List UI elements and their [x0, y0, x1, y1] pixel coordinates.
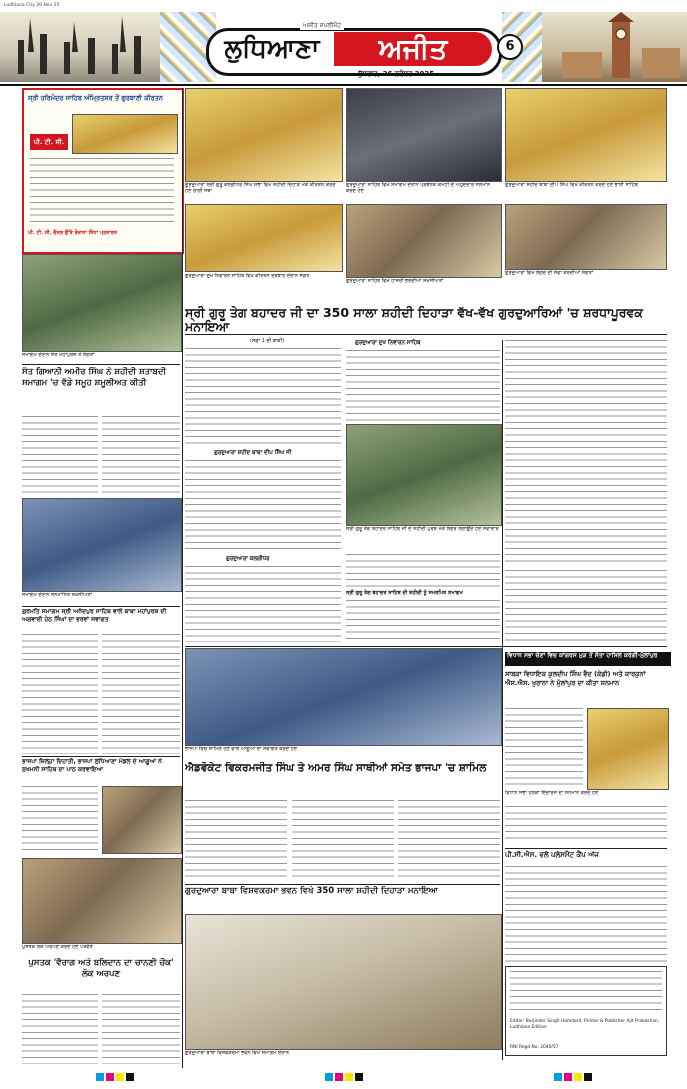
page-number: 6	[497, 34, 523, 60]
ptc-advertisement[interactable]	[22, 88, 184, 254]
advocate-headline: ਐਡਵੋਕੇਟ ਵਿਕਰਮਜੀਤ ਸਿੰਘ ਤੇ ਅਮਰ ਸਿੰਘ ਸਾਥੀਆਂ ਸਮੇਤ ਭਾਜਪਾ 'ਚ ਸ਼ਾਮਿਲ	[185, 762, 487, 774]
caption-6: ਗੁਰਦੁਆਰਾ ਵਿਖੇ ਲੰਗਰ ਦੀ ਸੇਵਾ ਕਰਦੀਆਂ ਸੰਗਤਾਂ	[505, 270, 594, 276]
caption-11: ਵਿਧਾਨ ਸਭਾ ਹਲਕਾ ਇੰਚਾਰਜ ਦਾ ਸਨਮਾਨ ਕਰਦੇ ਹੋਏ	[505, 790, 599, 796]
ad-title: ਸ੍ਰੀ ਹਰਿਮੰਦਰ ਸਾਹਿਬ ਅੰਮ੍ਰਿਤਸਰ ਤੋਂ ਗੁਰਬਾਣੀ ਕੀਰਤਨ	[28, 94, 163, 102]
lead-dateline: (ਸਫ਼ਾ 1 ਦੀ ਬਾਕੀ)	[250, 338, 285, 344]
pcs-headline: ਪੀ.ਸੀ.ਐਸ. ਵਲੋਂ ਪਲੇਸਮੈਂਟ ਕੈਂਪ ਅੱਜ	[505, 851, 599, 859]
lead-col-3	[505, 340, 667, 565]
caption-9: ਸਮਾਗਮ ਦੌਰਾਨ ਸਨਮਾਨਿਤ ਸ਼ਖ਼ਸੀਅਤਾਂ	[22, 592, 92, 598]
imprint-notice	[510, 971, 662, 1015]
subhead-4: ਸ੍ਰੀ ਗੁਰੂ ਤੇਗ ਬਹਾਦਰ ਸਾਹਿਬ ਦੀ ਸ਼ਹੀਦੀ ਨੂੰ ਸਮਰਪਿਤ ਸਮਾਗਮ	[346, 590, 463, 596]
photo-gathering	[505, 204, 667, 270]
ad-body-text	[30, 158, 174, 224]
masthead-name: ਅਜੀਤ	[334, 32, 492, 66]
caption-5: ਗੁਰਦੁਆਰਾ ਸਾਹਿਬ ਵਿਖੇ ਹਾਜ਼ਰੀ ਭਰਦੀਆਂ ਸ਼ਖ਼ਸੀਅਤਾਂ	[346, 278, 444, 284]
vishwakarma-headline: ਗੁਰਦੁਆਰਾ ਬਾਬਾ ਵਿਸ਼ਵਕਰਮਾ ਭਵਨ ਵਿਖੇ 350 ਸਾਲਾ ਸ਼ਹੀਦੀ ਦਿਹਾੜਾ ਮਨਾਇਆ	[185, 886, 438, 896]
lead-col-2	[346, 350, 500, 422]
caption-7: ਸਮਾਗਮ ਦੌਰਾਨ ਸੰਤ ਮਹਾਂਪੁਰਸ਼ ਤੇ ਸੰਗਤਾਂ	[22, 352, 95, 358]
masthead-right-image	[542, 12, 687, 82]
photo-sant-honour	[22, 498, 182, 592]
subhead-1: ਗੁਰਦੁਆਰਾ ਦੁਖ ਨਿਵਾਰਨ ਸਾਹਿਬ	[355, 340, 421, 346]
sant-headline: ਸੰਤ ਗਿਆਨੀ ਅਮੀਰ ਸਿੰਘ ਨੇ ਸ਼ਹੀਦੀ ਸ਼ਤਾਬਦੀ ਸਮਾਗਮ 'ਚ ਵੱਡੇ ਸਮੂਹ ਸ਼ਮੂਲੀਅਤ ਕੀਤੀ	[22, 367, 167, 388]
col-rule-2	[502, 340, 503, 1060]
ad-footer: ਪੀ. ਟੀ. ਸੀ. ਚੈਨਲ ਉੱਤੇ ਰੋਜ਼ਾਨਾ ਸਿੱਧਾ ਪ੍ਰਸਾਰਨ	[28, 230, 118, 236]
pustak-col-2	[102, 994, 180, 1064]
subhead-2: ਗੁਰਦੁਆਰਾ ਸ਼ਹੀਦ ਬਾਬਾ ਦੀਪ ਸਿੰਘ ਜੀ	[214, 450, 292, 456]
caption-3: ਗੁਰਦੁਆਰਾ ਸ਼ਹੀਦ ਬਾਬਾ ਦੀਪ ਸਿੰਘ ਵਿਖੇ ਕੀਰਤਨ ਕਰਦੇ ਹੋਏ ਭਾਈ ਸਾਹਿਬ	[505, 182, 638, 188]
caption-2: ਗੁਰਦੁਆਰਾ ਸਾਹਿਬ ਵਿਖੇ ਸਮਾਗਮ ਦੌਰਾਨ ਪ੍ਰਬੰਧਕ ਕਮੇਟੀ ਦੇ ਅਹੁਦੇਦਾਰ ਸਨਮਾਨ ਕਰਦੇ ਹੋਏ	[346, 182, 490, 194]
advocate-col-1	[185, 800, 287, 880]
sant-col-1	[22, 416, 98, 494]
vidhan-kicker: ਵਿਧਾਨ ਸਭਾ ਚੋਣਾਂ ਵਿਚ ਕਾਂਗਰਸ ਮੁੜ ਤੋਂ ਸੱਤਾ ਹਾਸਿਲ ਕਰੇਗੀ-ਮੁੱਲਾਂਪੁਰ	[505, 652, 671, 666]
pustak-headline: ਪੁਸਤਕ 'ਵੈਰਾਗ ਅਤੇ ਬਲਿਦਾਨ ਦਾ ਚਾਨਣੀ ਚੌਕ' ਲੋਕ ਅਰਪਣ	[28, 958, 174, 979]
caption-8: ਸ੍ਰੀ ਗੁਰੂ ਤੇਗ ਬਹਾਦਰ ਸਾਹਿਬ ਜੀ ਦੇ ਸ਼ਹੀਦੀ ਪੁਰਬ ਮੌਕੇ ਲੰਗਰ ਲਗਾਉਂਦੇ ਹੋਏ ਸੇਵਾਦਾਰ	[346, 526, 499, 532]
print-slug: Ludhiana City 26 Nov 25	[4, 3, 60, 8]
lead-col-1	[185, 348, 341, 448]
imprint-text: Editor: Barjinder Singh Hamdard, Printer & Publisher Ajit Prakashan, Ludhiana Edition	[510, 1019, 660, 1030]
photo-langar	[346, 424, 502, 526]
masthead-city: ਲੁਧਿਆਣਾ	[212, 32, 332, 66]
vidhan-col-1	[505, 708, 583, 788]
clock-tower-icon	[542, 12, 687, 82]
warriors-silhouette-icon	[0, 12, 160, 82]
vidhan-col-2	[505, 806, 667, 842]
bjp-col-1	[22, 786, 98, 852]
jawaddi-col-1	[22, 634, 98, 754]
advocate-col-2	[292, 800, 394, 880]
section-rule-6	[505, 848, 667, 849]
issue-date: ਬੁੱਧਵਾਰ, 26 ਨਵੰਬਰ 2025	[358, 70, 435, 78]
caption-1: ਗੁਰਦੁਆਰਾ ਸ੍ਰੀ ਗੁਰੂ ਕਲਗੀਧਰ ਸਿੰਘ ਸਭਾ ਵਿਖੇ ਸ਼ਹੀਦੀ ਦਿਹਾੜੇ ਮੌਕੇ ਕੀਰਤਨ ਕਰਦੇ ਹੋਏ ਰਾਗੀ ਜਥਾ	[185, 182, 336, 194]
section-rule-2	[22, 606, 180, 607]
section-rule-1	[22, 364, 180, 365]
col-rule-1	[182, 88, 183, 1068]
photo-bjp-joining	[185, 648, 502, 746]
section-rule-5	[185, 884, 500, 885]
mid-col-4	[505, 570, 667, 644]
advocate-col-3	[398, 800, 500, 880]
masthead-supplement: ਅਜੀਤ ਸਪਲੀਮੈਂਟ	[300, 22, 344, 30]
caption-10: ਭਾਜਪਾ ਵਿਚ ਸ਼ਾਮਿਲ ਹੋਣ ਵਾਲੇ ਆਗੂਆਂ ਦਾ ਸਵਾਗਤ ਕਰਦੇ ਹੋਏ	[185, 746, 298, 752]
mid-col-2	[346, 554, 500, 588]
lead-rule	[185, 334, 667, 335]
print-color-bar	[0, 1072, 687, 1082]
jawaddi-col-2	[102, 634, 180, 754]
lead-headline: ਸ੍ਰੀ ਗੁਰੂ ਤੇਗ ਬਹਾਦਰ ਜੀ ਦਾ 350 ਸਾਲਾ ਸ਼ਹੀਦੀ ਦਿਹਾੜਾ ਵੱਖ-ਵੱਖ ਗੁਰਦੁਆਰਿਆਂ 'ਚ ਸ਼ਰਧਾਪੂਰਵਕ ਮਨਾਇਆ	[185, 306, 643, 334]
imprint-regno: RNI Regd No. 2040/57	[510, 1045, 559, 1050]
jawaddi-headline: ਗੁਰਮਤਿ ਸਮਾਗਮ ਸ੍ਰੀ ਅਨੰਦਪੁਰ ਸਾਹਿਬ ਵਾਲੇ ਬਾਬਾ ਮਹਾਂਪੁਰਸ਼ ਦੀ ਅਗਵਾਈ ਹੇਠ ਸਿੰਘਾਂ ਦਾ ਭਰਵਾਂ ਸਵਾਗਤ	[22, 608, 167, 623]
masthead-left-image	[0, 12, 160, 82]
photo-kirtan-3	[185, 204, 343, 272]
photo-pustak	[22, 858, 182, 944]
photo-sant-sangat	[22, 254, 182, 352]
section-rule-3	[22, 756, 180, 757]
vidhan-headline: ਸਾਬਕਾ ਵਿਧਾਇਕ ਕੁਲਦੀਪ ਸਿੰਘ ਵੈਦ (ਕੇਡੀ) ਅਤੇ ਕਾਰਕੁਨਾਂ ਐਸ.ਐਸ. ਖੁਰਾਨਾ ਨੇ ਮੁੱਲਾਂਪੁਰ ਦਾ ਕੀਤਾ ਸਨਮਾਨ	[505, 670, 646, 687]
pcs-col	[505, 866, 667, 962]
photo-vishwakarma	[185, 914, 502, 1050]
caption-13: ਗੁਰਦੁਆਰਾ ਬਾਬਾ ਵਿਸ਼ਵਕਰਮਾ ਭਵਨ ਵਿਖੇ ਸਮਾਗਮ ਦੌਰਾਨ	[185, 1050, 289, 1056]
caption-4: ਗੁਰਦੁਆਰਾ ਦੁਖ ਨਿਵਾਰਨ ਸਾਹਿਬ ਵਿਖੇ ਕੀਰਤਨ ਦਰਬਾਰ ਦੌਰਾਨ ਸੰਗਤ	[185, 273, 310, 279]
photo-vidhan	[587, 708, 669, 790]
masthead-band	[0, 12, 687, 86]
photo-kirtan-2	[505, 88, 667, 182]
sant-col-2	[102, 416, 180, 494]
mid-col-3	[346, 600, 500, 644]
imprint-box	[505, 966, 667, 1056]
ad-channel: ਪੀ. ਟੀ. ਸੀ.	[30, 134, 68, 150]
caption-12: ਪੁਸਤਕ ਲੋਕ ਅਰਪਣ ਕਰਦੇ ਹੋਏ ਪਤਵੰਤੇ	[22, 944, 93, 950]
photo-sangat	[346, 204, 502, 278]
subhead-3: ਗੁਰਦੁਆਰਾ ਕਲਗੀਧਰ	[226, 556, 270, 562]
bjp-sukhmani-headline: ਭਾਜਪਾ ਜ਼ਿਲ੍ਹਾ ਦਿਹਾਤੀ, ਭਾਜਪਾ ਲੁਧਿਆਣਾ ਮੰਡਲ ਦੇ ਆਗੂਆਂ ਨੇ ਸੁਖਮਨੀ ਸਾਹਿਬ ਦਾ ਪਾਠ ਕਰਵਾਇਆ	[22, 758, 162, 773]
golden-temple-image	[72, 114, 178, 154]
photo-bjp-sukhmani	[102, 786, 182, 854]
photo-felicitation	[346, 88, 502, 182]
mid-col-1	[185, 566, 341, 642]
section-rule-4	[185, 646, 667, 647]
lead-col-1b	[185, 460, 341, 550]
photo-kirtan-1	[185, 88, 343, 182]
pustak-col-1	[22, 994, 98, 1064]
